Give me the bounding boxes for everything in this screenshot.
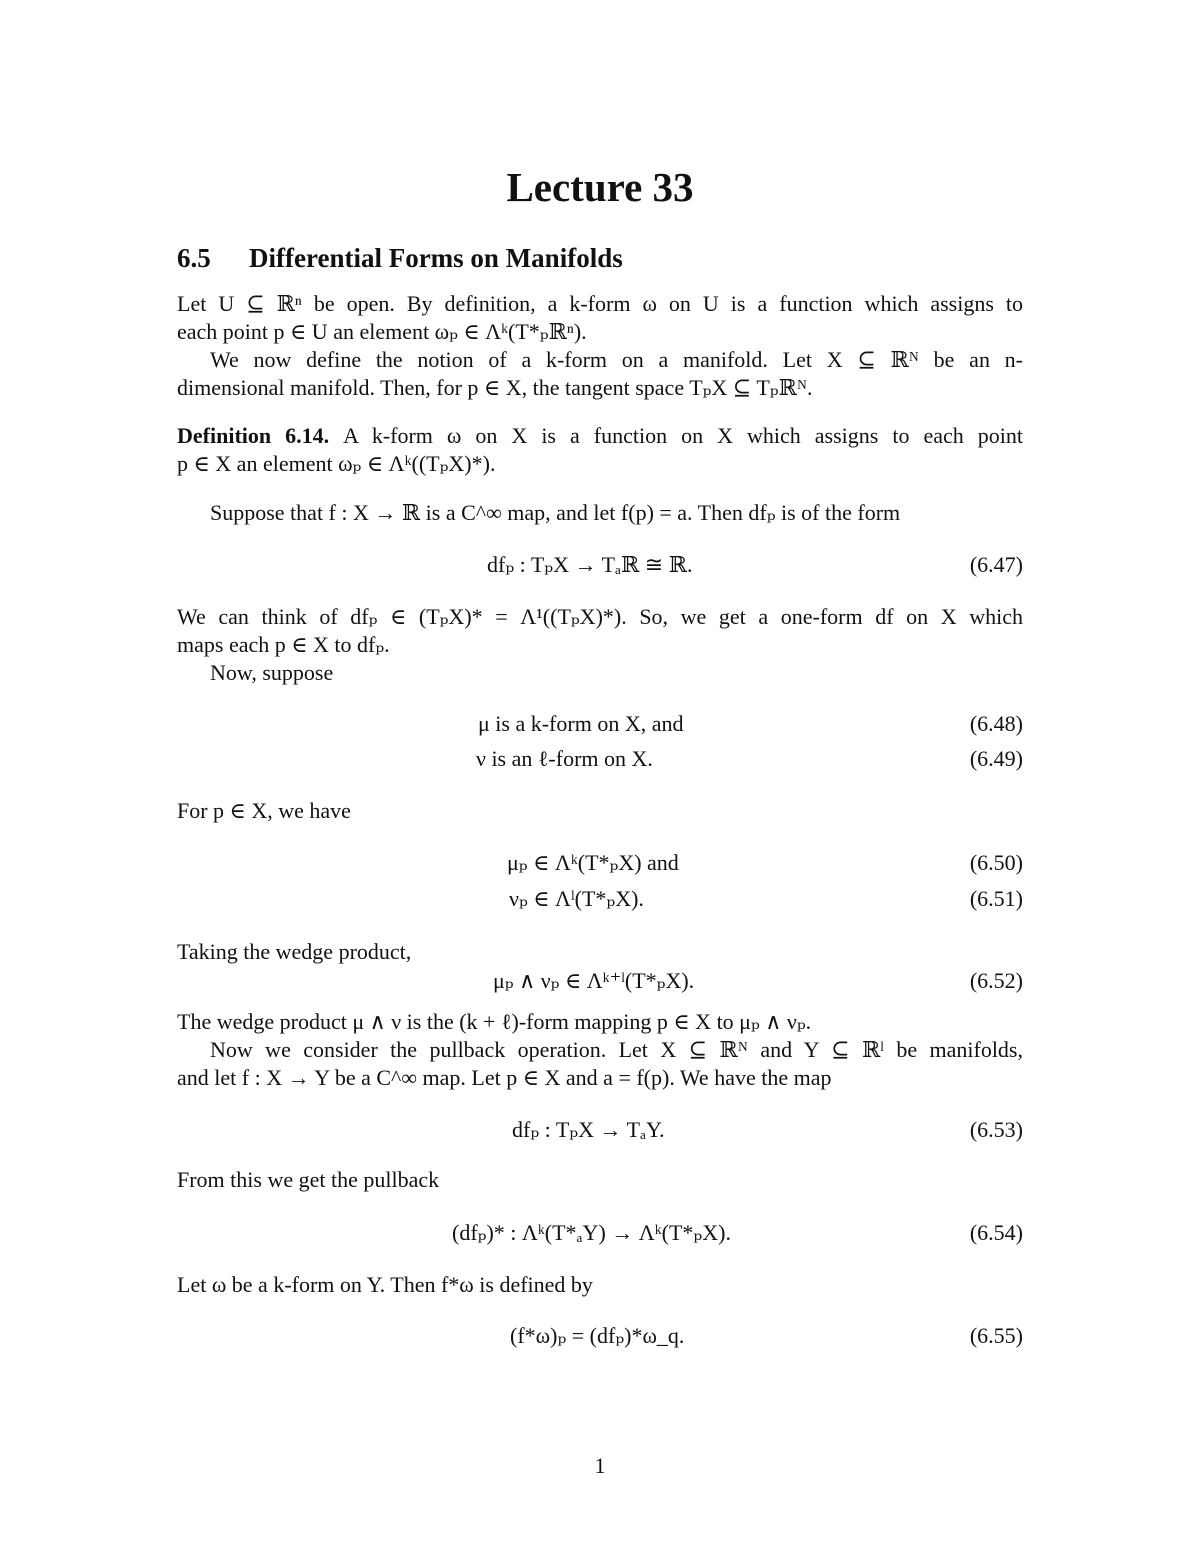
equation-number-6-48: (6.48) xyxy=(969,711,1023,736)
equation-number-6-50: (6.50) xyxy=(969,850,1023,875)
equation-number-6-51: (6.51) xyxy=(969,886,1023,911)
equation-number-6-47: (6.47) xyxy=(969,552,1023,577)
paragraph-suppose: Suppose that f : X → ℝ is a C^∞ map, and let f(p) = a. Then dfₚ is of the form xyxy=(210,500,901,525)
equation-6-49: ν is an ℓ-form on X. xyxy=(476,746,653,771)
paragraph-think-line-2: maps each p ∈ X to dfₚ. xyxy=(177,632,390,657)
equation-number-6-49: (6.49) xyxy=(969,746,1023,771)
paragraph-wedge-product: The wedge product μ ∧ ν is the (k + ℓ)-form mapping p ∈ X to μₚ ∧ νₚ. xyxy=(177,1009,812,1034)
intro-line-1: Let U ⊆ ℝⁿ be open. By definition, a k-form ω on U is a function which assigns to xyxy=(177,291,1023,316)
intro-line-2: each point p ∈ U an element ωₚ ∈ Λᵏ(T*ₚℝⁿ). xyxy=(177,319,587,344)
equation-6-53: dfₚ : TₚX → TₐY. xyxy=(512,1117,665,1142)
section-title: Differential Forms on Manifolds xyxy=(249,243,623,273)
equation-6-55: (f*ω)ₚ = (dfₚ)*ω_q. xyxy=(510,1323,685,1348)
definition-label: Definition 6.14. xyxy=(177,423,330,448)
equation-number-6-52: (6.52) xyxy=(969,968,1023,993)
intro-line-3: We now define the notion of a k-form on a manifold. Let X ⊆ ℝᴺ be an n- xyxy=(210,347,1023,372)
paragraph-pullback-line-2: and let f : X → Y be a C^∞ map. Let p ∈ X and a = f(p). We have the map xyxy=(177,1065,832,1090)
paragraph-taking-wedge: Taking the wedge product, xyxy=(177,939,412,964)
equation-number-6-55: (6.55) xyxy=(969,1323,1023,1348)
equation-6-51: νₚ ∈ Λˡ(T*ₚX). xyxy=(509,886,644,911)
equation-6-48: μ is a k-form on X, and xyxy=(478,711,684,736)
intro-line-4: dimensional manifold. Then, for p ∈ X, the tangent space TₚX ⊆ Tₚℝᴺ. xyxy=(177,375,813,400)
definition-line-2: p ∈ X an element ωₚ ∈ Λᵏ((TₚX)*). xyxy=(177,451,496,476)
paragraph-think-line-1: We can think of dfₚ ∈ (TₚX)* = Λ¹((TₚX)*). So, we get a one-form df on X which xyxy=(177,604,1023,629)
page-number: 1 xyxy=(594,1453,606,1478)
paragraph-for-p: For p ∈ X, we have xyxy=(177,798,351,823)
lecture-title: Lecture 33 xyxy=(506,164,694,210)
definition-text: A k-form ω on X is a function on X which assigns to each point xyxy=(343,423,1023,448)
paragraph-now-suppose: Now, suppose xyxy=(210,660,334,685)
paragraph-pullback-line-1: Now we consider the pullback operation. Let X ⊆ ℝᴺ and Y ⊆ ℝˡ be manifolds, xyxy=(210,1037,1023,1062)
section-number: 6.5 xyxy=(177,243,211,273)
paragraph-let-omega: Let ω be a k-form on Y. Then f*ω is defined by xyxy=(177,1272,593,1297)
equation-number-6-53: (6.53) xyxy=(969,1117,1023,1142)
paragraph-from-this: From this we get the pullback xyxy=(177,1167,440,1192)
equation-6-54: (dfₚ)* : Λᵏ(T*ₐY) → Λᵏ(T*ₚX). xyxy=(452,1220,731,1245)
equation-number-6-54: (6.54) xyxy=(969,1220,1023,1245)
definition-line-1 xyxy=(177,422,1023,450)
equation-6-47: dfₚ : TₚX → Tₐℝ ≅ ℝ. xyxy=(487,552,693,577)
section-heading xyxy=(177,241,623,275)
equation-6-52: μₚ ∧ νₚ ∈ Λᵏ⁺ˡ(T*ₚX). xyxy=(493,968,695,993)
equation-6-50: μₚ ∈ Λᵏ(T*ₚX) and xyxy=(507,850,679,875)
